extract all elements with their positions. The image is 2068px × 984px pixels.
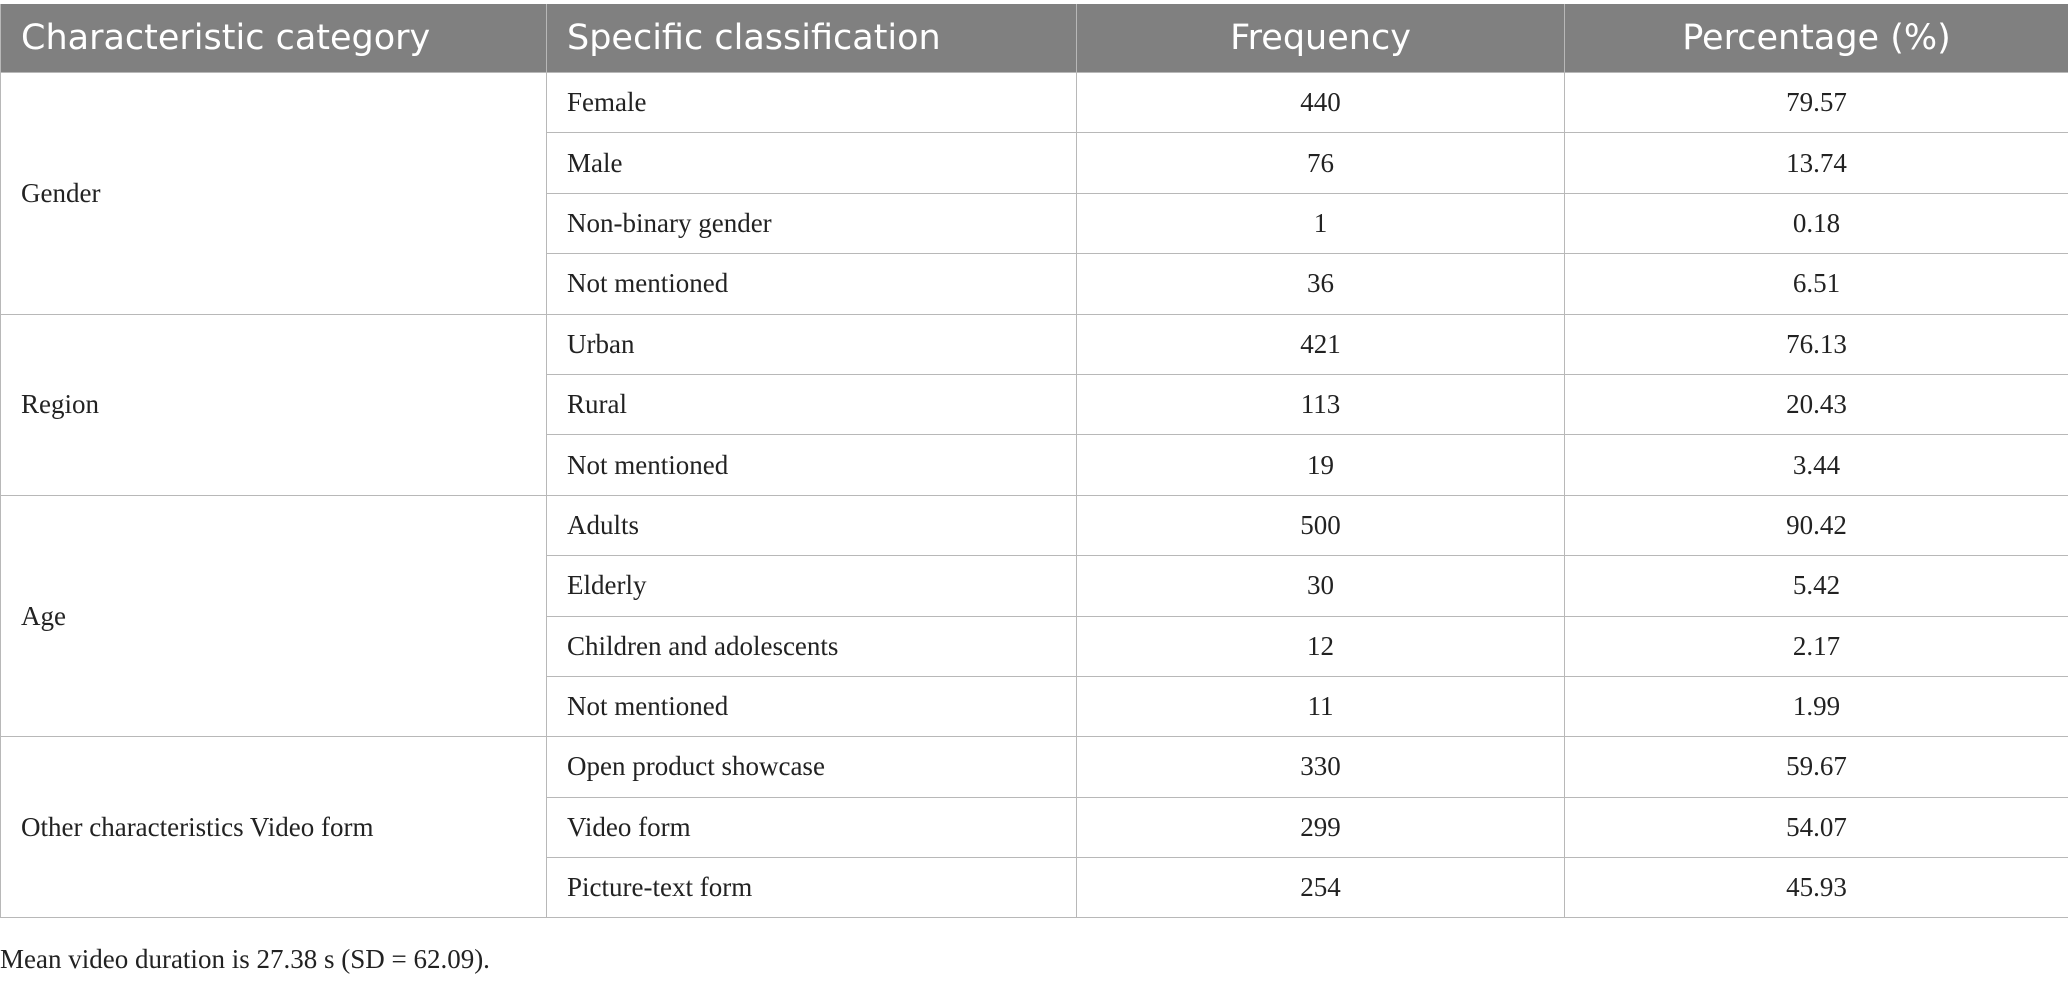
frequency-cell: 19 [1077, 435, 1565, 495]
frequency-cell: 113 [1077, 374, 1565, 434]
percentage-cell: 13.74 [1565, 133, 2068, 193]
classification-cell: Urban [547, 314, 1077, 374]
frequency-cell: 11 [1077, 676, 1565, 736]
classification-cell: Non-binary gender [547, 193, 1077, 253]
percentage-cell: 45.93 [1565, 858, 2068, 918]
classification-cell: Male [547, 133, 1077, 193]
frequency-cell: 12 [1077, 616, 1565, 676]
characteristics-table [0, 4, 2068, 918]
classification-cell: Elderly [547, 556, 1077, 616]
frequency-cell: 330 [1077, 737, 1565, 797]
percentage-cell: 5.42 [1565, 556, 2068, 616]
percentage-cell: 79.57 [1565, 73, 2068, 133]
frequency-cell: 1 [1077, 193, 1565, 253]
header-frequency: Frequency [1077, 4, 1565, 73]
table-header-row [1, 4, 2068, 73]
header-characteristic-category: Characteristic category [1, 4, 547, 73]
percentage-cell: 59.67 [1565, 737, 2068, 797]
percentage-cell: 6.51 [1565, 254, 2068, 314]
percentage-cell: 90.42 [1565, 495, 2068, 555]
classification-cell: Open product showcase [547, 737, 1077, 797]
classification-cell: Not mentioned [547, 676, 1077, 736]
category-cell-other: Other characteristics Video form [1, 737, 547, 918]
table-row [1, 73, 2068, 133]
percentage-cell: 1.99 [1565, 676, 2068, 736]
table-footnote: Mean video duration is 27.38 s (SD = 62.09). [0, 944, 490, 974]
characteristics-table-container [0, 4, 2068, 918]
classification-cell: Children and adolescents [547, 616, 1077, 676]
category-cell-age: Age [1, 495, 547, 737]
classification-cell: Video form [547, 797, 1077, 857]
frequency-cell: 254 [1077, 858, 1565, 918]
table-row [1, 495, 2068, 555]
percentage-cell: 20.43 [1565, 374, 2068, 434]
frequency-cell: 421 [1077, 314, 1565, 374]
header-specific-classification: Specific classification [547, 4, 1077, 73]
percentage-cell: 3.44 [1565, 435, 2068, 495]
percentage-cell: 54.07 [1565, 797, 2068, 857]
table-row [1, 737, 2068, 797]
classification-cell: Picture-text form [547, 858, 1077, 918]
percentage-cell: 76.13 [1565, 314, 2068, 374]
classification-cell: Not mentioned [547, 435, 1077, 495]
header-percentage: Percentage (%) [1565, 4, 2068, 73]
category-cell-region: Region [1, 314, 547, 495]
classification-cell: Not mentioned [547, 254, 1077, 314]
percentage-cell: 2.17 [1565, 616, 2068, 676]
frequency-cell: 36 [1077, 254, 1565, 314]
category-cell-gender: Gender [1, 73, 547, 315]
frequency-cell: 299 [1077, 797, 1565, 857]
percentage-cell: 0.18 [1565, 193, 2068, 253]
classification-cell: Adults [547, 495, 1077, 555]
frequency-cell: 500 [1077, 495, 1565, 555]
classification-cell: Rural [547, 374, 1077, 434]
frequency-cell: 76 [1077, 133, 1565, 193]
classification-cell: Female [547, 73, 1077, 133]
frequency-cell: 440 [1077, 73, 1565, 133]
table-row [1, 314, 2068, 374]
frequency-cell: 30 [1077, 556, 1565, 616]
